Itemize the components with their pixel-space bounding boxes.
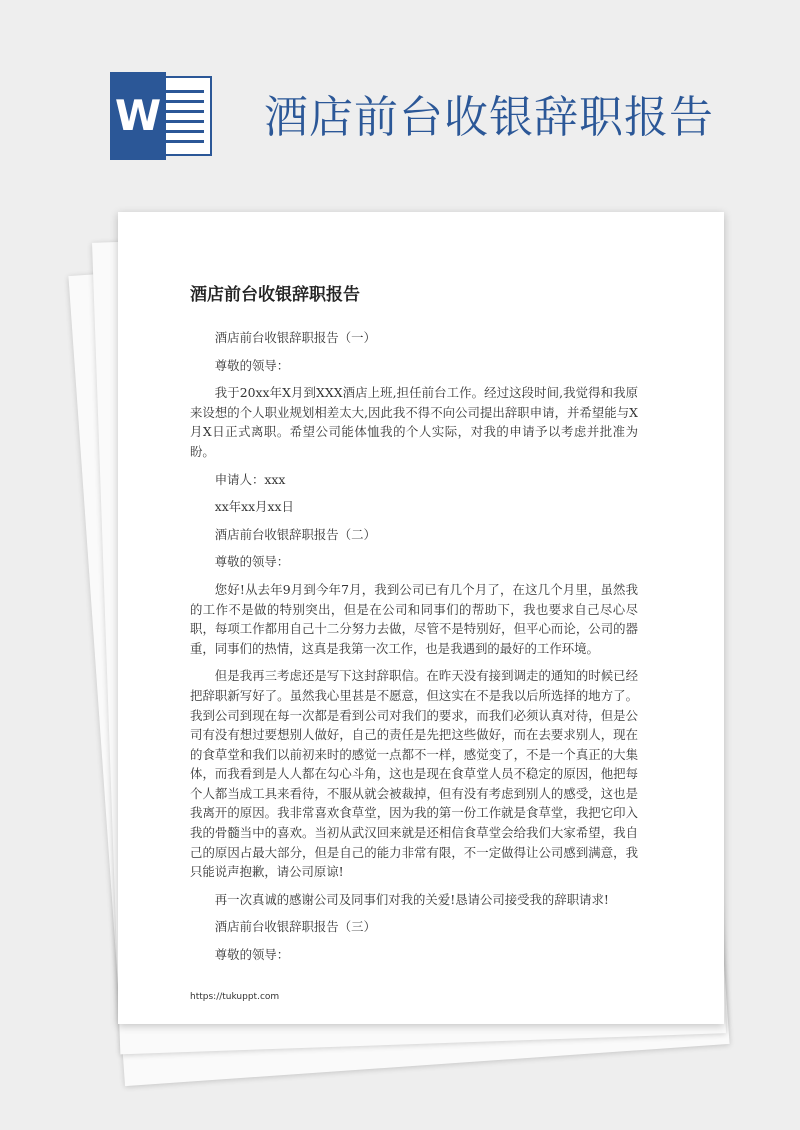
section-heading-3: 酒店前台收银辞职报告（三） (214, 919, 376, 935)
salutation-2: 尊敬的领导： (214, 554, 290, 570)
footer-url: https://tukuppt.com (190, 992, 280, 1002)
word-logo-badge: W (110, 72, 166, 160)
section-heading-1: 酒店前台收银辞职报告（一） (214, 330, 376, 345)
body-paragraph: 再一次真诚的感谢公司及同事们对我的关爱!恳请公司接受我的辞职请求! (214, 891, 609, 907)
header-title: 酒店前台收银辞职报告 (264, 92, 714, 143)
salutation-1: 尊敬的领导： (214, 357, 290, 373)
document-body (190, 328, 638, 965)
section-heading-2: 酒店前台收银辞职报告（二） (214, 526, 376, 542)
page-header (0, 0, 800, 200)
body-paragraph: 您好!从去年9月到今年7月，我到公司已有几个月了，在这几个月里，虽然我的工作不是做的特别突出，但是在公司和同事们的帮助下，我也要求自己尽心尽职，每项工作都用自己十二分努力去做，尽管不是特别好，但平心而论，公司的器重，同事们的热情，这真是我第一次工作，也是我遇到的最好的工作环境。 (190, 581, 638, 656)
date-line: xx年xx月xx日 (214, 499, 294, 515)
body-paragraph: 我于20xx年X月到XXX酒店上班,担任前台工作。经过这段时间,我觉得和我原来设想的个人职业规划相差太大,因此我不得不向公司提出辞职申请，并希望能与X月X日正式离职。希望公司能体恤我的个人实际，对我的申请予以考虑并批准为盼。 (190, 385, 638, 459)
salutation-3: 尊敬的领导： (214, 947, 290, 963)
word-document-icon (110, 72, 214, 160)
document-title: 酒店前台收银辞职报告 (190, 285, 360, 305)
applicant-line: 申请人：xxx (214, 471, 286, 487)
document-page (118, 212, 724, 1024)
body-paragraph: 但是我再三考虑还是写下这封辞职信。在昨天没有接到调走的通知的时候已经把辞职新写好了。虽然我心里甚是不愿意，但这实在不是我以后所选择的地方了。我到公司到现在每一次都是看到公司对我们的要求，而我们必须认真对待，但是公司有没有想过要想别人做好，自己的责任是先把这些做好，而在去要求别人，现在的食草堂和我们以前初来时的感觉一点都不一样，感觉变了，不是一个真正的大集体，而我看到是人人都在勾心斗角，这也是现在食草堂人员不稳定的原因，他把每个人都当成工具来看待，不服从就会被裁掉，但有没有考虑到别人的感受，这也是我离开的原因。我非常喜欢食草堂，因为我的第一份工作就是食草堂，我把它印入我的骨髓当中的喜欢。当初从武汉回来就是还相信食草堂会给我们大家希望，我自己的原因占最大部分，但是自己的能力非常有限，不一定做得让公司感到满意，我只能说声抱歉，请公司原谅! (190, 668, 638, 880)
